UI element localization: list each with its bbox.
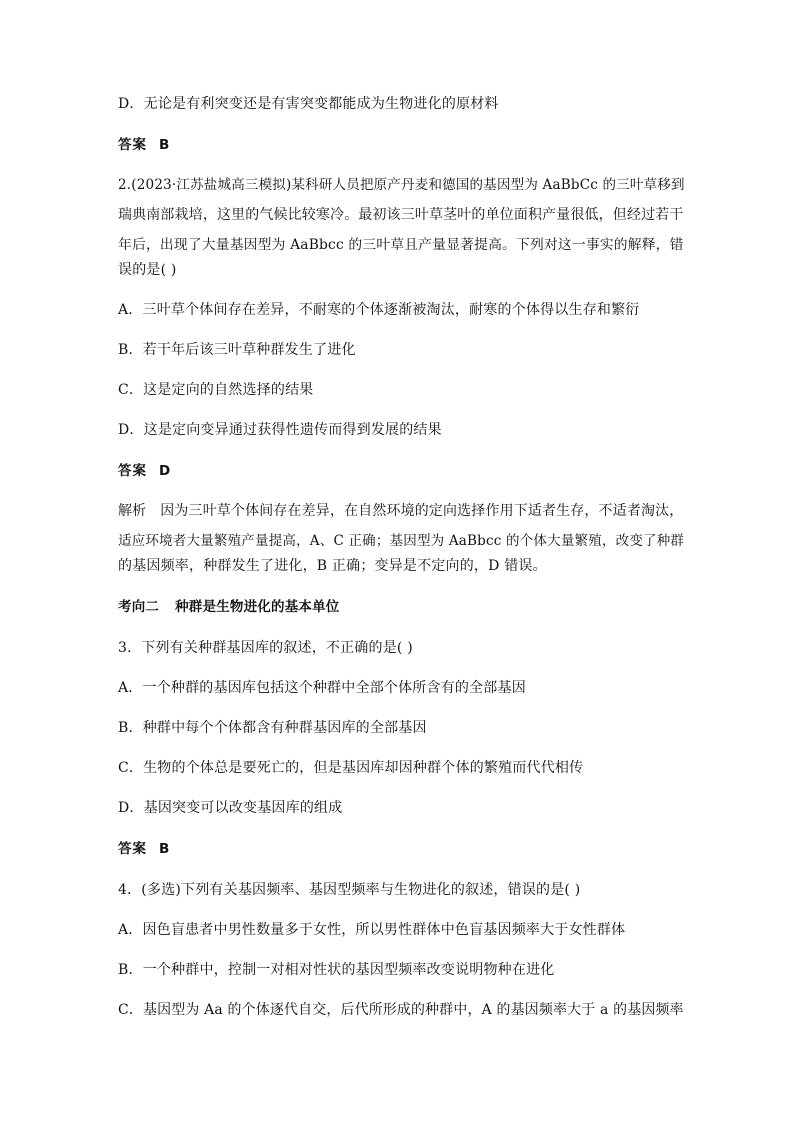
explanation-label: 解析 (118, 503, 147, 519)
section-title: 种群是生物进化的基本单位 (175, 599, 340, 615)
q3-option-d: D．基因突变可以改变基因库的组成 (118, 800, 343, 816)
section-heading (118, 597, 340, 617)
q3-option-b: B．种群中每个个体都含有种群基因库的全部基因 (118, 720, 427, 736)
q2-stem-line-1: 2.(2023·江苏盐城高三模拟)某科研人员把原产丹麦和德国的基因型为 AaBbCc 的三叶草移到 (118, 177, 685, 193)
answer-value: D (159, 463, 171, 479)
answer-label: 答案 (118, 463, 147, 479)
q2-explanation-line-3: 的基因频率，种群发生了进化，B 正确；变异是不定向的，D 错误。 (118, 558, 547, 574)
q1-answer (118, 135, 170, 155)
q2-stem-line-4: 误的是( ) (118, 262, 177, 278)
q2-answer (118, 461, 170, 481)
q3-stem: 3．下列有关种群基因库的叙述，不正确的是( ) (118, 640, 413, 656)
q3-option-a: A．一个种群的基因库包括这个种群中全部个体所含有的全部基因 (118, 680, 526, 696)
q4-option-a: A．因色盲患者中男性数量多于女性，所以男性群体中色盲基因频率大于女性群体 (118, 922, 626, 938)
explanation-text: 因为三叶草个体间存在差异，在自然环境的定向选择作用下适者生存，不适者淘汰， (160, 503, 684, 519)
q4-option-c: C．基因型为 Aa 的个体逐代自交，后代所形成的种群中，A 的基因频率大于 a 的基因频率 (118, 1002, 684, 1018)
q2-option-b: B．若干年后该三叶草种群发生了进化 (118, 342, 356, 358)
q4-stem: 4．(多选)下列有关基因频率、基因型频率与生物进化的叙述，错误的是( ) (118, 882, 581, 898)
q1-option-d: D．无论是有利突变还是有害突变都能成为生物进化的原材料 (118, 96, 499, 112)
q2-explanation-line-2: 适应环境者大量繁殖产量提高，A、C 正确；基因型为 AaBbcc 的个体大量繁殖，改变了种群 (118, 533, 685, 549)
q4-option-b: B．一个种群中，控制一对相对性状的基因型频率改变说明物种在进化 (118, 962, 555, 978)
answer-label: 答案 (118, 137, 147, 153)
q2-option-a: A．三叶草个体间存在差异，不耐寒的个体逐渐被淘汰，耐寒的个体得以生存和繁衍 (118, 302, 640, 318)
q2-stem-line-2: 瑞典南部栽培，这里的气候比较寒冷。最初该三叶草茎叶的单位面积产量很低，但经过若干 (118, 207, 684, 223)
q2-stem-line-3: 年后，出现了大量基因型为 AaBbcc 的三叶草且产量显著提高。下列对这一事实的解释，错 (118, 237, 684, 253)
answer-label: 答案 (118, 841, 147, 857)
section-label: 考向二 (118, 599, 160, 615)
q2-option-c: C．这是定向的自然选择的结果 (118, 382, 314, 398)
q3-option-c: C．生物的个体总是要死亡的，但是基因库却因种群个体的繁殖而代代相传 (118, 760, 584, 776)
q2-option-d: D．这是定向变异通过获得性遗传而得到发展的结果 (118, 422, 442, 438)
q3-answer (118, 839, 170, 859)
answer-value: B (159, 841, 170, 857)
q2-explanation-line-1 (118, 501, 683, 521)
answer-value: B (159, 137, 170, 153)
